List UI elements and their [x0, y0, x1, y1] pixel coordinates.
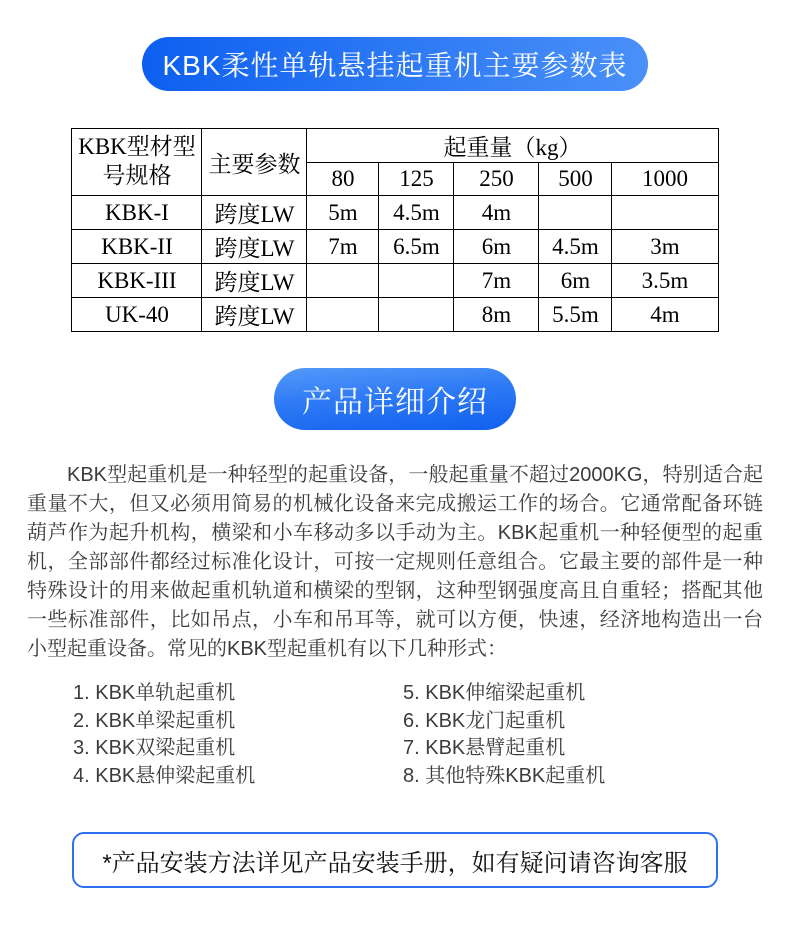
param-cell: 跨度LW [202, 298, 307, 332]
value-cell: 4.5m [379, 196, 454, 230]
list-item: 7. KBK悬臂起重机 [403, 737, 566, 759]
list-item: 6. KBK龙门起重机 [403, 709, 566, 732]
intro-paragraph: KBK型起重机是一种轻型的起重设备，一般起重量不超过2000KG，特别适合起重量不大，但又必须用简易的机械化设备来完成搬运工作的场合。它通常配备环链葫芦作为起升机构，横梁和小车移动多以手动为主。KBK起重机一种轻便型的起重机，全部部件都经过标准化设计，可按一定规则任意组合。它最主要的部件是一种特殊设计的用来做起重机轨道和横梁的型钢，这种型钢强度高且自重轻；搭配其他一些标准部件，比如吊点，小车和吊耳等，就可以方便，快速，经济地构造出一台小型起重设备。常见的KBK型起重机有以下几种形式： [27, 464, 763, 660]
product-intro-button[interactable] [274, 368, 516, 430]
value-cell [379, 298, 454, 332]
value-cell: 8m [454, 298, 539, 332]
capacity-level: 500 [539, 163, 612, 196]
capacity-level: 1000 [612, 163, 718, 196]
list-item: 2. KBK单梁起重机 [73, 709, 236, 732]
value-cell: 5m [307, 196, 379, 230]
param-cell: 跨度LW [202, 196, 307, 230]
col-header-capacity: 起重量（kg） [307, 129, 718, 163]
crane-type-list-left [73, 680, 403, 790]
capacity-level: 125 [379, 163, 454, 196]
installation-note-box [72, 832, 718, 888]
value-cell: 3.5m [612, 264, 718, 298]
value-cell: 4m [612, 298, 718, 332]
table-row [72, 196, 718, 230]
table-row [72, 230, 718, 264]
value-cell: 7m [454, 264, 539, 298]
crane-type-list-right [403, 680, 605, 790]
crane-type-list [0, 680, 790, 790]
capacity-level: 80 [307, 163, 379, 196]
list-item: 1. KBK单轨起重机 [73, 682, 236, 704]
list-item: 8. 其他特殊KBK起重机 [403, 764, 606, 787]
list-item: 3. KBK双梁起重机 [73, 737, 236, 759]
product-detail-page [0, 37, 790, 940]
value-cell: 6.5m [379, 230, 454, 264]
list-item: 5. KBK伸缩梁起重机 [403, 682, 586, 704]
col-header-param: 主要参数 [202, 129, 307, 196]
value-cell: 6m [539, 264, 612, 298]
value-cell: 5.5m [539, 298, 612, 332]
capacity-level: 250 [454, 163, 539, 196]
spec-table [71, 128, 718, 332]
value-cell [612, 196, 718, 230]
param-cell: 跨度LW [202, 264, 307, 298]
parameter-table-title-banner [142, 37, 648, 91]
param-cell: 跨度LW [202, 230, 307, 264]
list-item: 4. KBK悬伸梁起重机 [73, 764, 256, 787]
value-cell [539, 196, 612, 230]
value-cell: 6m [454, 230, 539, 264]
installation-note-text: *产品安装方法详见产品安装手册，如有疑问请咨询客服 [102, 849, 688, 877]
model-cell: UK-40 [72, 298, 202, 332]
model-cell: KBK-II [72, 230, 202, 264]
banner-title: KBK柔性单轨悬挂起重机主要参数表 [162, 50, 628, 81]
product-intro-button-label: 产品详细介绍 [302, 386, 488, 419]
value-cell [307, 298, 379, 332]
value-cell: 3m [612, 230, 718, 264]
value-cell [379, 264, 454, 298]
table-row [72, 264, 718, 298]
table-row [72, 298, 718, 332]
value-cell [307, 264, 379, 298]
value-cell: 4m [454, 196, 539, 230]
col-header-model: KBK型材型号规格 [72, 129, 202, 196]
model-cell: KBK-I [72, 196, 202, 230]
value-cell: 7m [307, 230, 379, 264]
value-cell: 4.5m [539, 230, 612, 264]
model-cell: KBK-III [72, 264, 202, 298]
